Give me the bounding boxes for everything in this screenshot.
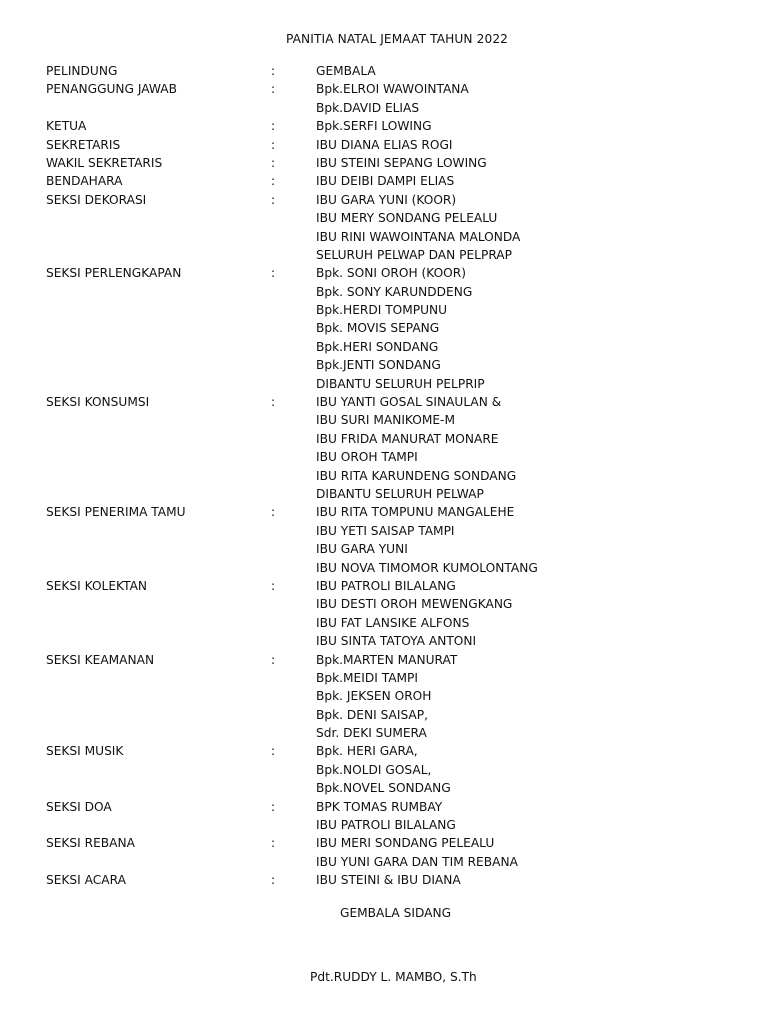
committee-row [0, 301, 768, 319]
committee-row [0, 283, 768, 301]
member-name: Bpk. SONY KARUNDDENG [316, 284, 473, 299]
role-label: SEKSI DEKORASI [46, 192, 147, 207]
role-label: SEKRETARIS [46, 137, 121, 152]
role-label: SEKSI DOA [46, 799, 112, 814]
separator-colon: : [271, 578, 276, 593]
committee-row [0, 356, 768, 374]
role-label: PELINDUNG [46, 64, 118, 78]
committee-row [0, 632, 768, 650]
member-name: Bpk.JENTI SONDANG [316, 358, 441, 373]
member-name: Bpk. DENI SAISAP, [316, 707, 428, 722]
separator-colon: : [271, 652, 276, 667]
separator-colon: : [271, 174, 276, 189]
member-name: Bpk.SERFI LOWING [316, 119, 432, 134]
committee-row [0, 834, 768, 852]
member-name: Bpk. SONI OROH (KOOR) [316, 266, 466, 281]
separator-colon: : [271, 64, 276, 78]
member-name: Bpk.HERI SONDANG [316, 339, 439, 354]
separator-colon: : [271, 82, 276, 97]
member-name: IBU RITA TOMPUNU MANGALEHE [316, 505, 515, 520]
committee-row [0, 853, 768, 871]
committee-row [0, 154, 768, 172]
committee-row [0, 246, 768, 264]
committee-row [0, 798, 768, 816]
committee-row [0, 172, 768, 190]
member-name: IBU STEINI SEPANG LOWING [316, 155, 487, 170]
separator-colon: : [271, 395, 276, 410]
separator-colon: : [271, 505, 276, 520]
member-name: IBU RITA KARUNDENG SONDANG [316, 468, 517, 483]
member-name: Bpk.MARTEN MANURAT [316, 652, 458, 667]
member-name: DIBANTU SELURUH PELWAP [316, 486, 484, 501]
committee-row [0, 742, 768, 760]
member-name: Bpk. HERI GARA, [316, 744, 418, 759]
committee-row [0, 577, 768, 595]
member-name: IBU OROH TAMPI [316, 450, 418, 465]
member-name: IBU MERY SONDANG PELEALU [316, 211, 498, 226]
committee-row [0, 117, 768, 135]
member-name: IBU NOVA TIMOMOR KUMOLONTANG [316, 560, 538, 575]
committee-row [0, 62, 768, 80]
committee-row [0, 411, 768, 429]
committee-row [0, 228, 768, 246]
member-name: DIBANTU SELURUH PELPRIP [316, 376, 485, 391]
member-name: IBU YUNI GARA DAN TIM REBANA [316, 854, 518, 869]
committee-row [0, 816, 768, 834]
member-name: IBU FRIDA MANURAT MONARE [316, 431, 499, 446]
committee-row [0, 191, 768, 209]
committee-row [0, 430, 768, 448]
closing-title: GEMBALA SIDANG [340, 906, 452, 920]
committee-row [0, 651, 768, 669]
member-name: Sdr. DEKI SUMERA [316, 726, 427, 741]
member-name: IBU DEIBI DAMPI ELIAS [316, 174, 455, 189]
committee-row [0, 503, 768, 521]
committee-row [0, 467, 768, 485]
role-label: WAKIL SEKRETARIS [46, 155, 163, 170]
committee-row [0, 319, 768, 337]
committee-list [0, 62, 768, 890]
member-name: Bpk. JEKSEN OROH [316, 689, 432, 704]
role-label: SEKSI KOLEKTAN [46, 578, 148, 593]
role-label: SEKSI MUSIK [46, 744, 124, 759]
committee-row [0, 559, 768, 577]
member-name: Bpk.NOVEL SONDANG [316, 781, 451, 796]
role-label: BENDAHARA [46, 174, 123, 189]
separator-colon: : [271, 266, 276, 281]
committee-row [0, 669, 768, 687]
member-name: IBU PATROLI BILALANG [316, 578, 456, 593]
committee-row [0, 264, 768, 282]
role-label: SEKSI ACARA [46, 873, 126, 888]
committee-row [0, 209, 768, 227]
separator-colon: : [271, 155, 276, 170]
role-label: SEKSI KONSUMSI [46, 395, 150, 410]
member-name: Bpk.DAVID ELIAS [316, 100, 420, 115]
member-name: IBU RINI WAWOINTANA MALONDA [316, 229, 521, 244]
committee-row [0, 80, 768, 98]
member-name: IBU GARA YUNI [316, 542, 408, 557]
committee-row [0, 338, 768, 356]
separator-colon: : [271, 192, 276, 207]
member-name: SELURUH PELWAP DAN PELPRAP [316, 247, 512, 262]
role-label: PENANGGUNG JAWAB [46, 82, 177, 97]
committee-row [0, 614, 768, 632]
committee-row [0, 687, 768, 705]
committee-row [0, 779, 768, 797]
committee-row [0, 706, 768, 724]
separator-colon: : [271, 836, 276, 851]
committee-row [0, 540, 768, 558]
member-name: BPK TOMAS RUMBAY [316, 799, 443, 814]
separator-colon: : [271, 873, 276, 888]
member-name: IBU STEINI & IBU DIANA [316, 873, 461, 888]
role-label: SEKSI PERLENGKAPAN [46, 266, 182, 281]
committee-row [0, 393, 768, 411]
separator-colon: : [271, 137, 276, 152]
member-name: IBU YANTI GOSAL SINAULAN & [316, 395, 502, 410]
committee-row [0, 485, 768, 503]
role-label: SEKSI REBANA [46, 836, 135, 851]
member-name: GEMBALA [316, 64, 376, 78]
member-name: Bpk.NOLDI GOSAL, [316, 762, 432, 777]
committee-row [0, 724, 768, 742]
member-name: Bpk.HERDI TOMPUNU [316, 303, 448, 318]
role-label: SEKSI PENERIMA TAMU [46, 505, 186, 520]
member-name: IBU SURI MANIKOME-M [316, 413, 455, 428]
member-name: IBU PATROLI BILALANG [316, 818, 456, 833]
committee-row [0, 375, 768, 393]
member-name: Bpk. MOVIS SEPANG [316, 321, 440, 336]
member-name: IBU DIANA ELIAS ROGI [316, 137, 453, 152]
committee-row [0, 871, 768, 889]
member-name: Bpk.ELROI WAWOINTANA [316, 82, 469, 97]
role-label: KETUA [46, 119, 87, 134]
separator-colon: : [271, 744, 276, 759]
signature-name: Pdt.RUDDY L. MAMBO, S.Th [310, 970, 477, 984]
member-name: IBU SINTA TATOYA ANTONI [316, 634, 477, 649]
member-name: IBU MERI SONDANG PELEALU [316, 836, 495, 851]
role-label: SEKSI KEAMANAN [46, 652, 155, 667]
member-name: IBU YETI SAISAP TAMPI [316, 523, 455, 538]
committee-row [0, 136, 768, 154]
committee-row [0, 522, 768, 540]
separator-colon: : [271, 799, 276, 814]
committee-row [0, 761, 768, 779]
member-name: IBU DESTI OROH MEWENGKANG [316, 597, 513, 612]
page-title: PANITIA NATAL JEMAAT TAHUN 2022 [285, 32, 509, 46]
committee-row [0, 448, 768, 466]
separator-colon: : [271, 119, 276, 134]
member-name: IBU GARA YUNI (KOOR) [316, 192, 457, 207]
member-name: Bpk.MEIDI TAMPI [316, 670, 418, 685]
committee-row [0, 595, 768, 613]
committee-row [0, 99, 768, 117]
member-name: IBU FAT LANSIKE ALFONS [316, 615, 470, 630]
